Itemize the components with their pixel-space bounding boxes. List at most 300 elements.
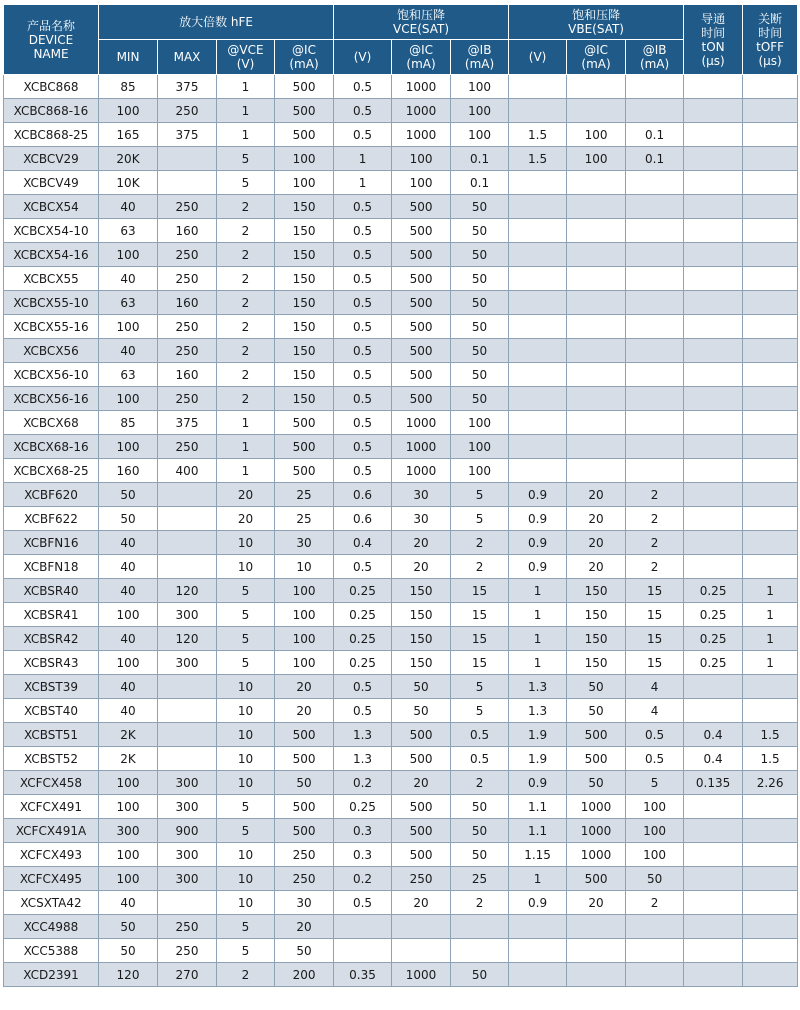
vbesat-ic-cell: 150 <box>567 651 626 675</box>
toff-cell <box>743 171 798 195</box>
hfe-max-cell: 375 <box>158 75 217 99</box>
hfe-max-cell: 375 <box>158 123 217 147</box>
table-row <box>4 627 798 651</box>
vbesat-ib-cell: 50 <box>626 867 684 891</box>
vcesat-ib-cell: 50 <box>451 819 509 843</box>
hfe-ic-cell: 100 <box>275 627 334 651</box>
vcesat-ib-cell: 50 <box>451 843 509 867</box>
toff-header <box>743 5 798 75</box>
vbesat-ib-header <box>626 40 684 75</box>
device-name-cell: XCBCX68-25 <box>4 459 99 483</box>
vcesat-ib-label: @IB <box>467 43 492 57</box>
vcesat-ib-cell: 15 <box>451 603 509 627</box>
toff-cell: 1.5 <box>743 723 798 747</box>
vbesat-ib-cell <box>626 411 684 435</box>
toff-cell <box>743 339 798 363</box>
vbesat-ic-cell: 500 <box>567 867 626 891</box>
table-row <box>4 411 798 435</box>
device-name-cell: XCBSR42 <box>4 627 99 651</box>
hfe-min-cell: 40 <box>99 891 158 915</box>
vbesat-ic-cell <box>567 75 626 99</box>
vcesat-v-cell: 0.5 <box>334 315 392 339</box>
vbesat-v-cell: 1.9 <box>509 747 567 771</box>
hfe-min-cell: 20K <box>99 147 158 171</box>
vcesat-ib-cell: 50 <box>451 291 509 315</box>
hfe-max-cell <box>158 171 217 195</box>
table-row <box>4 531 798 555</box>
ton-cell <box>684 555 743 579</box>
vbesat-header-cn: 饱和压降 <box>572 8 621 22</box>
hfe-min-cell: 50 <box>99 507 158 531</box>
vcesat-ib-cell: 100 <box>451 435 509 459</box>
vcesat-ic-cell: 20 <box>392 891 451 915</box>
vcesat-v-cell: 0.5 <box>334 243 392 267</box>
vbesat-v-cell: 1.1 <box>509 795 567 819</box>
vcesat-ib-cell: 25 <box>451 867 509 891</box>
vcesat-ic-cell: 1000 <box>392 123 451 147</box>
ton-cell <box>684 171 743 195</box>
hfe-max-cell: 375 <box>158 411 217 435</box>
table-row <box>4 915 798 939</box>
vbesat-ic-cell: 500 <box>567 747 626 771</box>
vcesat-ib-cell: 0.1 <box>451 171 509 195</box>
vcesat-v-cell: 0.25 <box>334 579 392 603</box>
vbesat-v-cell: 0.9 <box>509 507 567 531</box>
hfe-max-cell: 250 <box>158 339 217 363</box>
vbesat-v-cell <box>509 315 567 339</box>
hfe-ic-cell: 150 <box>275 267 334 291</box>
toff-cell: 1 <box>743 627 798 651</box>
hfe-vce-cell: 5 <box>217 819 275 843</box>
vbesat-ic-cell: 1000 <box>567 819 626 843</box>
table-row <box>4 555 798 579</box>
hfe-vce-cell: 1 <box>217 75 275 99</box>
vcesat-ib-cell: 50 <box>451 195 509 219</box>
toff-cell <box>743 243 798 267</box>
hfe-max-cell: 250 <box>158 435 217 459</box>
vcesat-v-cell: 1.3 <box>334 723 392 747</box>
ton-header-symbol: tON <box>701 39 725 54</box>
toff-header-symbol: tOFF <box>756 39 785 54</box>
vcesat-ic-cell: 20 <box>392 771 451 795</box>
toff-cell <box>743 315 798 339</box>
vbesat-v-cell <box>509 963 567 987</box>
ton-cell <box>684 507 743 531</box>
vcesat-v-cell: 1.3 <box>334 747 392 771</box>
hfe-ic-header <box>275 40 334 75</box>
ton-cell <box>684 291 743 315</box>
vcesat-ic-unit: (mA) <box>406 57 436 71</box>
hfe-vce-cell: 2 <box>217 291 275 315</box>
hfe-ic-cell: 150 <box>275 387 334 411</box>
vbesat-ib-cell: 2 <box>626 483 684 507</box>
vbesat-ib-cell: 15 <box>626 627 684 651</box>
vcesat-v-cell: 0.2 <box>334 867 392 891</box>
hfe-max-header: MAX <box>158 40 217 75</box>
hfe-ic-cell: 150 <box>275 363 334 387</box>
toff-cell <box>743 411 798 435</box>
hfe-max-cell <box>158 723 217 747</box>
vcesat-ib-cell <box>451 915 509 939</box>
vbesat-v-cell <box>509 939 567 963</box>
device-name-cell: XCBCX54-10 <box>4 219 99 243</box>
hfe-min-cell: 100 <box>99 771 158 795</box>
vbesat-ib-cell: 0.1 <box>626 147 684 171</box>
hfe-vce-cell: 10 <box>217 555 275 579</box>
table-row <box>4 891 798 915</box>
vbesat-ic-cell <box>567 363 626 387</box>
vcesat-ic-cell: 150 <box>392 603 451 627</box>
ton-cell <box>684 243 743 267</box>
ton-cell <box>684 99 743 123</box>
vbesat-v-cell: 0.9 <box>509 483 567 507</box>
hfe-min-cell: 10K <box>99 171 158 195</box>
vbesat-ib-cell: 100 <box>626 843 684 867</box>
vcesat-ic-cell: 500 <box>392 723 451 747</box>
vbesat-ic-cell <box>567 411 626 435</box>
toff-cell <box>743 99 798 123</box>
vbesat-ic-cell <box>567 243 626 267</box>
hfe-max-cell: 250 <box>158 939 217 963</box>
vbesat-ib-cell <box>626 195 684 219</box>
vcesat-ic-cell: 20 <box>392 555 451 579</box>
hfe-min-cell: 120 <box>99 963 158 987</box>
hfe-ic-cell: 150 <box>275 339 334 363</box>
vcesat-ic-cell: 100 <box>392 171 451 195</box>
vcesat-v-cell: 0.6 <box>334 507 392 531</box>
toff-cell <box>743 795 798 819</box>
table-row <box>4 483 798 507</box>
hfe-max-cell: 120 <box>158 579 217 603</box>
ton-cell: 0.25 <box>684 627 743 651</box>
vbesat-ic-cell <box>567 939 626 963</box>
vbesat-v-cell <box>509 291 567 315</box>
device-name-cell: XCBC868 <box>4 75 99 99</box>
toff-cell <box>743 867 798 891</box>
hfe-vce-unit: (V) <box>236 57 255 71</box>
table-row <box>4 843 798 867</box>
table-row <box>4 747 798 771</box>
hfe-max-cell <box>158 699 217 723</box>
table-row <box>4 699 798 723</box>
hfe-ic-cell: 100 <box>275 603 334 627</box>
hfe-vce-cell: 5 <box>217 939 275 963</box>
vcesat-ib-cell: 100 <box>451 99 509 123</box>
vbesat-ic-cell: 50 <box>567 675 626 699</box>
hfe-ic-unit: (mA) <box>289 57 319 71</box>
device-name-cell: XCBSR43 <box>4 651 99 675</box>
device-name-cell: XCBSR41 <box>4 603 99 627</box>
table-row <box>4 579 798 603</box>
toff-cell: 1 <box>743 651 798 675</box>
vbesat-ib-cell <box>626 75 684 99</box>
hfe-ic-cell: 500 <box>275 747 334 771</box>
vcesat-ic-cell: 150 <box>392 579 451 603</box>
vbesat-ib-cell <box>626 459 684 483</box>
vcesat-ic-cell: 150 <box>392 651 451 675</box>
vbesat-ib-cell: 2 <box>626 531 684 555</box>
device-name-cell: XCSXTA42 <box>4 891 99 915</box>
vbesat-ib-cell <box>626 171 684 195</box>
device-name-cell: XCFCX495 <box>4 867 99 891</box>
vbesat-group-header <box>509 5 684 40</box>
ton-cell <box>684 939 743 963</box>
hfe-vce-cell: 10 <box>217 843 275 867</box>
vbesat-v-cell: 0.9 <box>509 771 567 795</box>
toff-cell <box>743 891 798 915</box>
hfe-max-cell <box>158 147 217 171</box>
table-row <box>4 459 798 483</box>
vcesat-v-cell: 0.5 <box>334 123 392 147</box>
vcesat-v-cell: 0.5 <box>334 459 392 483</box>
vcesat-ic-cell: 500 <box>392 363 451 387</box>
vcesat-v-cell: 0.5 <box>334 891 392 915</box>
device-name-cell: XCBCX55-16 <box>4 315 99 339</box>
vcesat-ic-cell: 1000 <box>392 411 451 435</box>
device-header-en2: NAME <box>33 46 69 61</box>
vbesat-ic-cell: 20 <box>567 555 626 579</box>
vcesat-ib-cell: 50 <box>451 219 509 243</box>
toff-header-unit: (μs) <box>758 53 782 68</box>
vbesat-ib-label: @IB <box>642 43 667 57</box>
ton-cell: 0.135 <box>684 771 743 795</box>
hfe-min-cell: 165 <box>99 123 158 147</box>
vbesat-v-cell: 0.9 <box>509 531 567 555</box>
hfe-vce-cell: 10 <box>217 747 275 771</box>
hfe-max-cell <box>158 675 217 699</box>
vbesat-ic-cell: 100 <box>567 123 626 147</box>
hfe-min-cell: 63 <box>99 363 158 387</box>
ton-header-unit: (μs) <box>701 53 725 68</box>
ton-cell <box>684 387 743 411</box>
vbesat-ic-cell: 50 <box>567 771 626 795</box>
hfe-ic-cell: 500 <box>275 411 334 435</box>
vbesat-ic-cell: 20 <box>567 483 626 507</box>
ton-cell <box>684 195 743 219</box>
hfe-min-cell: 40 <box>99 267 158 291</box>
table-row <box>4 75 798 99</box>
hfe-vce-cell: 5 <box>217 795 275 819</box>
toff-cell <box>743 939 798 963</box>
hfe-ic-cell: 500 <box>275 75 334 99</box>
hfe-vce-cell: 2 <box>217 267 275 291</box>
vcesat-v-cell: 0.5 <box>334 291 392 315</box>
ton-cell <box>684 315 743 339</box>
vcesat-ic-label: @IC <box>409 43 433 57</box>
vcesat-v-cell: 0.5 <box>334 411 392 435</box>
vbesat-ic-cell <box>567 435 626 459</box>
table-row <box>4 219 798 243</box>
vcesat-ib-cell: 5 <box>451 483 509 507</box>
vbesat-ib-cell: 0.1 <box>626 123 684 147</box>
hfe-min-cell: 100 <box>99 387 158 411</box>
vcesat-v-cell: 0.5 <box>334 675 392 699</box>
hfe-vce-cell: 5 <box>217 171 275 195</box>
vcesat-v-cell: 0.25 <box>334 603 392 627</box>
ton-cell <box>684 795 743 819</box>
hfe-min-cell: 40 <box>99 531 158 555</box>
vcesat-ic-cell: 50 <box>392 675 451 699</box>
toff-cell <box>743 507 798 531</box>
hfe-max-cell <box>158 555 217 579</box>
vcesat-group-header <box>334 5 509 40</box>
hfe-max-cell: 250 <box>158 195 217 219</box>
ton-cell <box>684 531 743 555</box>
device-name-cell: XCBF620 <box>4 483 99 507</box>
hfe-vce-cell: 20 <box>217 507 275 531</box>
vbesat-v-cell: 1.9 <box>509 723 567 747</box>
vbesat-v-cell: 1 <box>509 867 567 891</box>
hfe-ic-cell: 25 <box>275 507 334 531</box>
hfe-min-cell: 40 <box>99 675 158 699</box>
vcesat-v-cell: 0.5 <box>334 75 392 99</box>
toff-cell <box>743 483 798 507</box>
hfe-vce-cell: 5 <box>217 627 275 651</box>
vbesat-ic-cell <box>567 171 626 195</box>
table-row <box>4 939 798 963</box>
vbesat-ic-cell <box>567 267 626 291</box>
vbesat-ic-label: @IC <box>584 43 609 57</box>
toff-cell <box>743 147 798 171</box>
hfe-min-cell: 40 <box>99 627 158 651</box>
toff-cell <box>743 123 798 147</box>
table-header <box>4 5 798 75</box>
vcesat-ib-cell: 50 <box>451 315 509 339</box>
vbesat-ib-cell: 2 <box>626 507 684 531</box>
device-name-cell: XCBCX55 <box>4 267 99 291</box>
vbesat-ic-cell <box>567 915 626 939</box>
hfe-max-cell: 250 <box>158 99 217 123</box>
hfe-vce-cell: 2 <box>217 963 275 987</box>
hfe-min-cell: 50 <box>99 915 158 939</box>
hfe-vce-cell: 2 <box>217 387 275 411</box>
vcesat-ic-cell: 500 <box>392 819 451 843</box>
toff-cell <box>743 843 798 867</box>
ton-cell: 0.25 <box>684 651 743 675</box>
vcesat-ib-cell: 50 <box>451 963 509 987</box>
hfe-min-cell: 50 <box>99 939 158 963</box>
vbesat-ib-cell: 15 <box>626 603 684 627</box>
table-row <box>4 603 798 627</box>
hfe-min-cell: 100 <box>99 603 158 627</box>
vbesat-v-cell <box>509 243 567 267</box>
ton-cell <box>684 891 743 915</box>
vcesat-ib-cell: 5 <box>451 507 509 531</box>
vcesat-v-header: (V) <box>334 40 392 75</box>
vcesat-v-cell: 0.5 <box>334 435 392 459</box>
vbesat-v-cell: 1 <box>509 651 567 675</box>
hfe-min-cell: 63 <box>99 219 158 243</box>
hfe-ic-cell: 500 <box>275 795 334 819</box>
vcesat-v-cell: 0.5 <box>334 195 392 219</box>
vbesat-v-cell <box>509 435 567 459</box>
vcesat-ic-cell: 500 <box>392 843 451 867</box>
ton-cell <box>684 219 743 243</box>
vcesat-ib-unit: (mA) <box>464 57 495 71</box>
hfe-ic-cell: 500 <box>275 723 334 747</box>
toff-cell <box>743 819 798 843</box>
hfe-vce-cell: 2 <box>217 195 275 219</box>
toff-cell: 1 <box>743 603 798 627</box>
device-header-cn: 产品名称 <box>26 18 75 33</box>
vcesat-v-cell: 0.35 <box>334 963 392 987</box>
table-row <box>4 387 798 411</box>
vbesat-ib-cell: 5 <box>626 771 684 795</box>
vcesat-v-cell: 0.5 <box>334 387 392 411</box>
hfe-max-cell: 300 <box>158 771 217 795</box>
device-name-cell: XCBCV49 <box>4 171 99 195</box>
ton-cell <box>684 363 743 387</box>
hfe-ic-cell: 150 <box>275 219 334 243</box>
device-name-cell: XCBST51 <box>4 723 99 747</box>
toff-cell <box>743 363 798 387</box>
hfe-ic-cell: 250 <box>275 867 334 891</box>
table-row <box>4 267 798 291</box>
vbesat-v-cell: 1.5 <box>509 123 567 147</box>
vcesat-v-cell: 0.5 <box>334 99 392 123</box>
vcesat-v-cell: 0.5 <box>334 699 392 723</box>
hfe-ic-cell: 25 <box>275 483 334 507</box>
hfe-vce-cell: 5 <box>217 915 275 939</box>
vbesat-ib-cell: 100 <box>626 795 684 819</box>
vcesat-ic-cell: 500 <box>392 387 451 411</box>
vcesat-ic-cell: 500 <box>392 315 451 339</box>
hfe-min-cell: 40 <box>99 195 158 219</box>
hfe-max-cell: 300 <box>158 867 217 891</box>
table-row <box>4 291 798 315</box>
hfe-min-cell: 100 <box>99 99 158 123</box>
vcesat-ic-cell: 500 <box>392 267 451 291</box>
vbesat-ic-unit: (mA) <box>581 57 611 71</box>
device-name-cell: XCBST39 <box>4 675 99 699</box>
vbesat-ic-cell: 150 <box>567 627 626 651</box>
hfe-min-cell: 100 <box>99 843 158 867</box>
hfe-vce-cell: 1 <box>217 411 275 435</box>
device-name-cell: XCBCX68 <box>4 411 99 435</box>
hfe-max-cell: 300 <box>158 795 217 819</box>
ton-cell <box>684 699 743 723</box>
vcesat-header-en: VCE(SAT) <box>393 22 450 36</box>
toff-cell <box>743 267 798 291</box>
vcesat-ib-cell: 15 <box>451 579 509 603</box>
hfe-max-cell: 250 <box>158 387 217 411</box>
hfe-max-cell: 250 <box>158 315 217 339</box>
vbesat-ic-cell: 20 <box>567 531 626 555</box>
ton-cell: 0.25 <box>684 603 743 627</box>
hfe-min-cell: 2K <box>99 747 158 771</box>
device-name-cell: XCBCX54 <box>4 195 99 219</box>
hfe-ic-label: @IC <box>292 43 316 57</box>
hfe-ic-cell: 50 <box>275 771 334 795</box>
table-row <box>4 123 798 147</box>
hfe-min-cell: 40 <box>99 699 158 723</box>
hfe-min-header: MIN <box>99 40 158 75</box>
vcesat-ib-cell: 50 <box>451 267 509 291</box>
hfe-min-cell: 2K <box>99 723 158 747</box>
ton-cell: 0.4 <box>684 723 743 747</box>
device-name-cell: XCBST40 <box>4 699 99 723</box>
hfe-max-cell <box>158 891 217 915</box>
ton-cell <box>684 915 743 939</box>
vbesat-ib-cell <box>626 435 684 459</box>
hfe-vce-cell: 2 <box>217 315 275 339</box>
vbesat-v-cell <box>509 387 567 411</box>
toff-cell <box>743 699 798 723</box>
vbesat-ib-cell <box>626 387 684 411</box>
vcesat-v-cell: 0.2 <box>334 771 392 795</box>
toff-cell <box>743 915 798 939</box>
table-row <box>4 435 798 459</box>
